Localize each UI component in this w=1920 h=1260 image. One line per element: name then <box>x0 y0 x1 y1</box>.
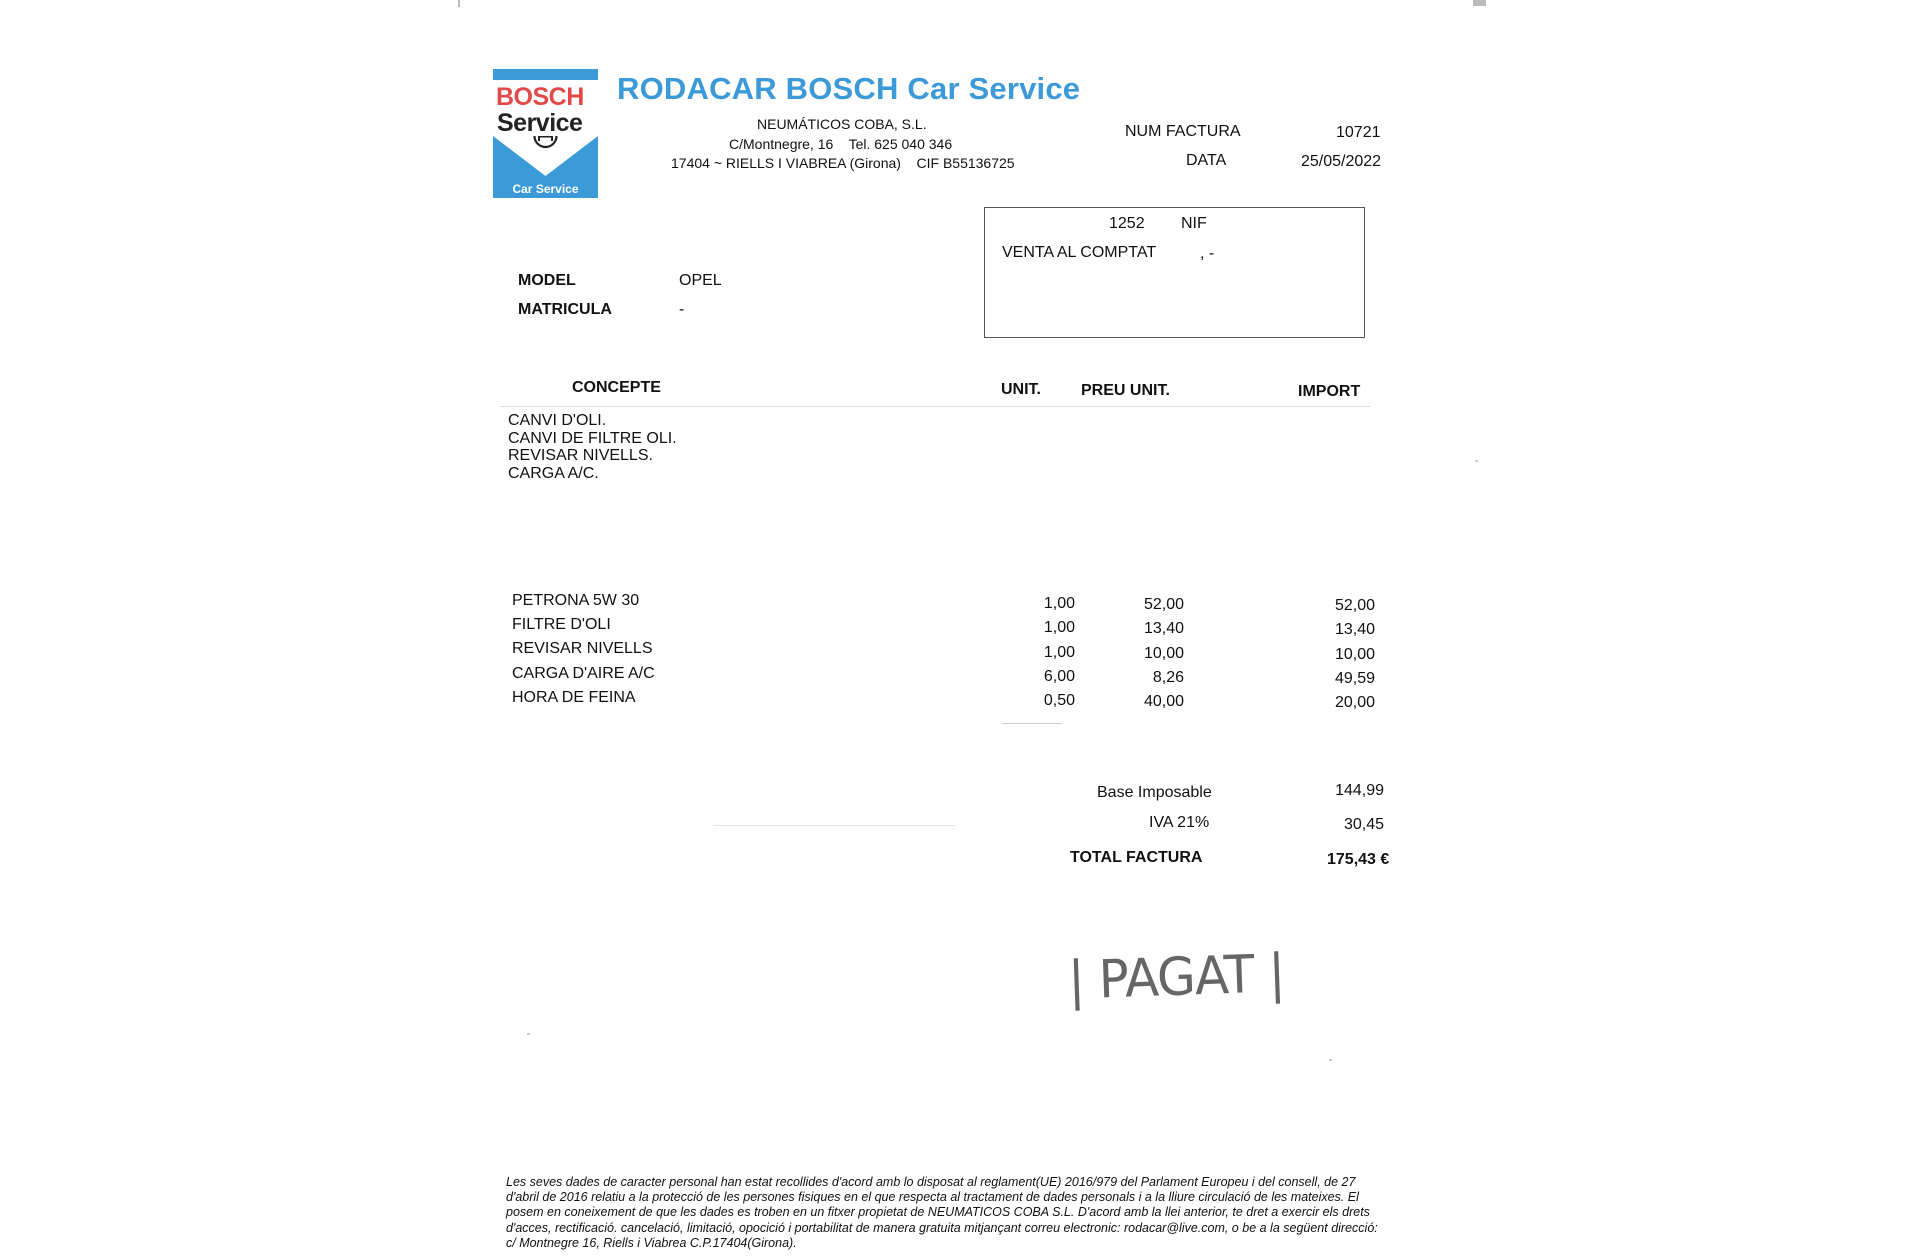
row-unit-price: 52,00 <box>1143 596 1184 613</box>
description-line: CANVI D'OLI. <box>508 412 607 429</box>
scan-edge-mark-right <box>1473 0 1486 6</box>
rows-rule <box>1002 723 1062 724</box>
row-concept: PETRONA 5W 30 <box>512 592 640 609</box>
privacy-legal-text: Les seves dades de caracter personal han estat recollides d'acord amb lo disposat al reglament(UE) 2016/979 del Parlament Europeu i del consell, de 27 d'abril de 2016 relatiu a la protecció de les persones fisiques en el que respecta al tractament de dades personals i a la lliure circulació de les mateixes. El posem en coneixement de que les dades es troben en un fitxer propietat de NEUMATICOS COBA S.L. D'acord amb la llei anterior, te dret a exercir els drets d'acces, rectificació. cancelació, limitació, opocició i portabilitat de manera gratuita mitjançant correu electronic: rodacar@live.com, o be a la següent direcció: c/ Montnegre 16, Riells i Viabrea C.P.17404(Girona). <box>506 1175 1378 1250</box>
total-value: 175,43 € <box>1327 851 1390 868</box>
row-unit-price: 40,00 <box>1143 693 1184 710</box>
logo-bosch-text: BOSCH <box>496 83 584 111</box>
base-label: Base Imposable <box>1097 784 1212 801</box>
total-label: TOTAL FACTURA <box>1070 849 1203 866</box>
paid-stamp: | PAGAT | <box>1067 942 1286 1012</box>
row-amount: 52,00 <box>1334 597 1375 614</box>
row-unit-price: 10,00 <box>1143 645 1184 662</box>
header-rule <box>500 406 1370 407</box>
scan-speck <box>1329 1059 1332 1061</box>
client-box <box>984 207 1365 338</box>
vehicle-plate-value: - <box>679 301 685 318</box>
row-units: 1,00 <box>1043 619 1075 636</box>
company-brand-title: RODACAR BOSCH Car Service <box>617 71 1081 106</box>
header-concept: CONCEPTE <box>572 379 661 396</box>
row-concept: REVISAR NIVELLS <box>512 640 653 657</box>
vehicle-model-label: MODEL <box>518 272 576 289</box>
row-units: 1,00 <box>1043 644 1075 661</box>
logo-service-text: Service <box>497 109 583 137</box>
row-amount: 13,40 <box>1334 621 1375 638</box>
logo-car-service-bar: Car Service <box>493 181 598 198</box>
header-amount: IMPORT <box>1298 383 1361 400</box>
row-concept: CARGA D'AIRE A/C <box>512 665 655 682</box>
scan-edge-mark-left <box>458 0 460 7</box>
invoice-date-label: DATA <box>1186 152 1227 169</box>
row-units: 6,00 <box>1043 668 1075 685</box>
row-concept: HORA DE FEINA <box>512 689 636 706</box>
description-line: CANVI DE FILTRE OLI. <box>508 430 677 447</box>
client-nif-label: NIF <box>1181 215 1207 232</box>
company-name: NEUMÁTICOS COBA, S.L. <box>757 116 927 132</box>
client-extra: , - <box>1200 245 1215 262</box>
row-amount: 10,00 <box>1334 646 1375 663</box>
row-unit-price: 13,40 <box>1143 620 1184 637</box>
logo-top-bar <box>493 69 598 80</box>
scan-speck <box>1475 460 1478 462</box>
company-city-cif: 17404 ~ RIELLS I VIABREA (Girona) CIF B55136725 <box>671 155 1015 171</box>
company-address: C/Montnegre, 16 Tel. 625 040 346 <box>729 136 953 152</box>
vehicle-plate-label: MATRICULA <box>518 301 612 318</box>
row-amount: 49,59 <box>1334 670 1375 687</box>
row-concept: FILTRE D'OLI <box>512 616 611 633</box>
description-line: CARGA A/C. <box>508 465 599 482</box>
base-value: 144,99 <box>1335 782 1384 799</box>
bosch-service-logo <box>493 69 598 198</box>
invoice-number-value: 10721 <box>1336 124 1381 141</box>
vat-label: IVA 21% <box>1149 814 1210 831</box>
vehicle-model-value: OPEL <box>679 272 722 289</box>
client-code: 1252 <box>1109 215 1145 232</box>
vat-value: 30,45 <box>1343 816 1384 833</box>
totals-rule <box>713 825 956 826</box>
row-amount: 20,00 <box>1334 694 1375 711</box>
client-name: VENTA AL COMPTAT <box>1002 244 1157 261</box>
invoice-number-label: NUM FACTURA <box>1125 123 1241 140</box>
row-units: 0,50 <box>1043 692 1075 709</box>
invoice-date-value: 25/05/2022 <box>1301 153 1382 170</box>
scan-speck <box>527 1033 530 1035</box>
row-units: 1,00 <box>1043 595 1075 612</box>
header-unit-price: PREU UNIT. <box>1081 382 1170 399</box>
logo-triangle-icon <box>493 136 598 184</box>
header-units: UNIT. <box>1001 381 1041 398</box>
row-unit-price: 8,26 <box>1152 669 1184 686</box>
description-line: REVISAR NIVELLS. <box>508 447 653 464</box>
